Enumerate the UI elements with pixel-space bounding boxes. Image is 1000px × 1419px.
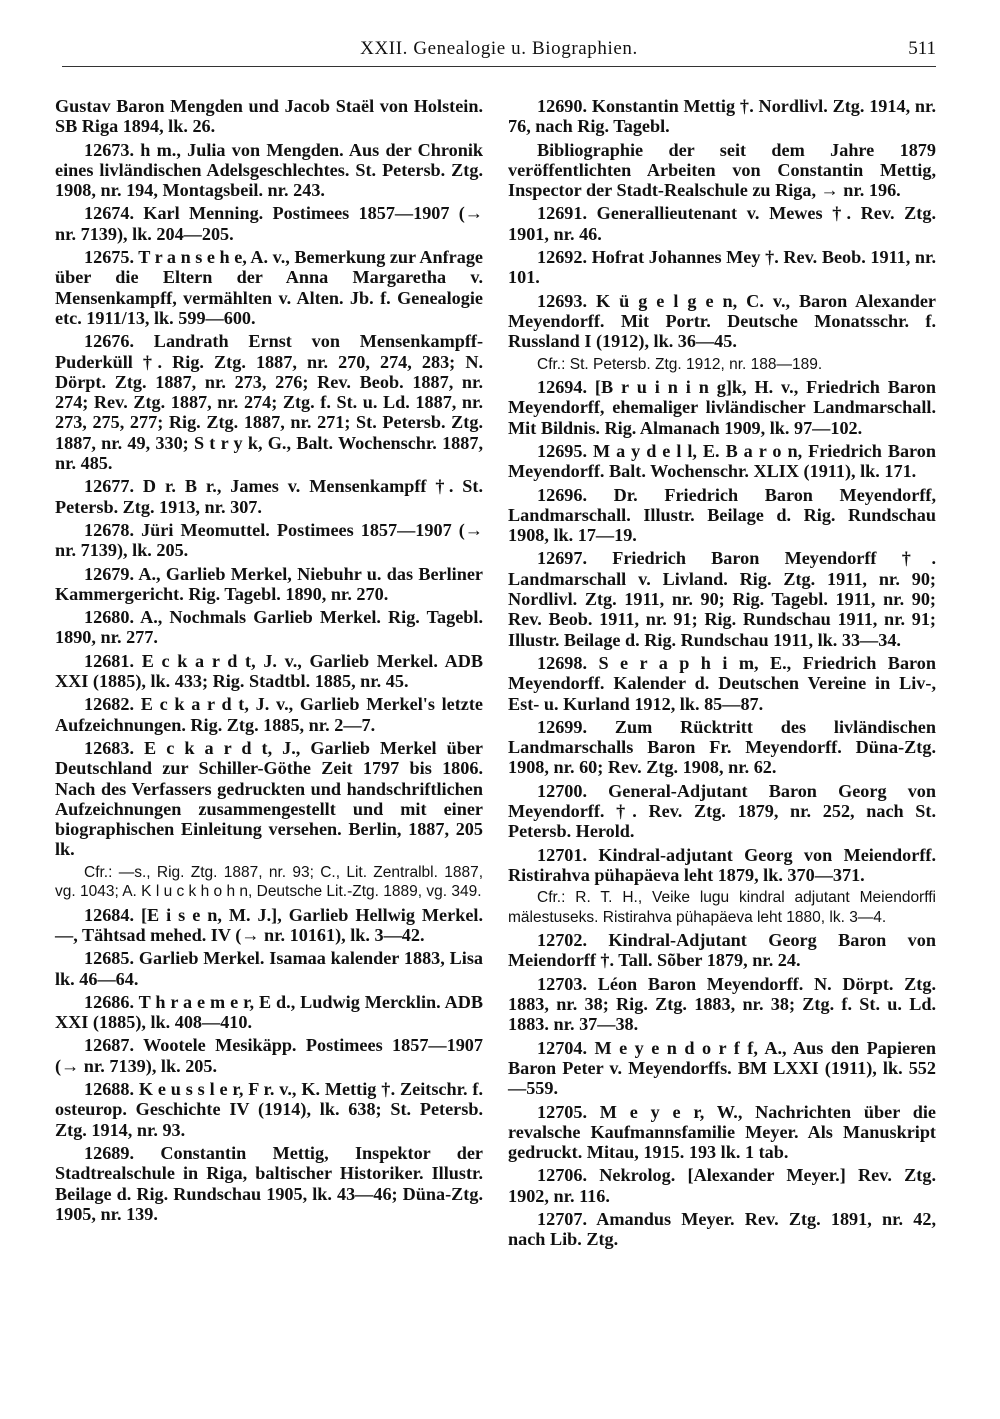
running-title: XXII. Genealogie u. Biographien. (360, 38, 638, 59)
bibliography-entry: 12674. Karl Menning. Postimees 1857—1907 (→ nr. 7139), lk. 204—205. (55, 203, 483, 244)
bibliography-entry: 12696. Dr. Friedrich Baron Meyendorff, Landmarschall. Illustr. Beilage d. Rig. Rundschau 1908, lk. 17—19. (508, 484, 936, 546)
bibliography-entry: 12677. D r. B r., James v. Mensenkampff †. St. Petersb. Ztg. 1913, nr. 307. (55, 476, 483, 517)
bibliography-entry: 12700. General-Adjutant Baron Georg von Meyendorff. †. Rev. Ztg. 1879, nr. 252, nach St. Petersb. Herold. (508, 780, 936, 842)
bibliography-entry: 12703. Léon Baron Meyendorff. N. Dörpt. Ztg. 1883, nr. 38; Rig. Ztg. 1883, nr. 38; Ztg. f. St. u. Ld. 1883. nr. 37—38. (508, 973, 936, 1035)
bibliography-entry: 12693. K ü g e l g e n, C. v., Baron Alexander Meyendorff. Mit Portr. Deutsche Monatsschr. f. Russland I (1912), lk. 36—45. (508, 290, 936, 352)
bibliography-entry: 12675. T r a n s e h e, A. v., Bemerkung zur Anfrage über die Eltern der Anna Margaretha v. Mensenkampff, vermählten v. Alten. Jb. f. Genealogie etc. 1911/13, lk. 599—600. (55, 247, 483, 328)
bibliography-entry: 12678. Jüri Meomuttel. Postimees 1857—1907 (→ nr. 7139), lk. 205. (55, 519, 483, 561)
bibliography-entry: 12681. E c k a r d t, J. v., Garlieb Merkel. ADB XXI (1885), lk. 433; Rig. Stadtbl. 1885, nr. 45. (55, 650, 483, 692)
bibliography-entry: 12705. M e y e r, W., Nachrichten über die revalsche Kaufmannsfamilie Meyer. Als Manuskript gedruckt. Mitau, 1915. 193 lk. 1 tab. (508, 1101, 936, 1163)
bibliography-entry: 12690. Konstantin Mettig †. Nordlivl. Ztg. 1914, nr. 76, nach Rig. Tagebl. (508, 96, 936, 137)
bibliography-entry: 12683. E c k a r d t, J., Garlieb Merkel über Deutschland zur Schiller-Göthe Zeit 1797 bis 1806. Nach des Verfassers gedruckten und handschriftlichen Aufzeichnungen zusammengestellt und mit einer biographischen Einleitung versehen. Berlin, 1887, 205 lk. (55, 737, 483, 860)
right-column (508, 96, 936, 1253)
bibliography-entry: 12697. Friedrich Baron Meyendorff †. Landmarschall v. Livland. Rig. Ztg. 1911, nr. 90; Nordlivl. Ztg. 1911, nr. 90; Rig. Tagebl. 1911, nr. 90; Rev. Beob. 1911, nr. 91; Rig. Rundschau 1911, nr. 91; Illustr. Beilage d. Rig. Rundschau 1911, lk. 33—34. (508, 548, 936, 650)
cfr-note: Cfr.: R. T. H., Veike lugu kindral adjutant Meiendorffi mälestuseks. Ristirahva pühapäeva leht 1880, lk. 3—4. (508, 889, 936, 926)
header-rule (62, 66, 936, 67)
bibliography-entry: 12680. A., Nochmals Garlieb Merkel. Rig. Tagebl. 1890, nr. 277. (55, 607, 483, 648)
cfr-note: Cfr.: St. Petersb. Ztg. 1912, nr. 188—189. (537, 355, 823, 373)
page-number: 511 (908, 38, 936, 59)
cfr-note: Cfr.: —s., Rig. Ztg. 1887, nr. 93; C., Lit. Zentralbl. 1887, vg. 1043; A. K l u c k h o h n, Deutsche Lit.-Ztg. 1889, vg. 349. (55, 863, 483, 901)
left-column (55, 96, 483, 1227)
bibliography-entry: 12707. Amandus Meyer. Rev. Ztg. 1891, nr. 42, nach Lib. Ztg. (508, 1209, 936, 1250)
bibliography-entry: 12685. Garlieb Merkel. Isamaa kalender 1883, Lisa lk. 46—64. (55, 948, 483, 989)
bibliography-entry: Bibliographie der seit dem Jahre 1879 veröffentlichten Arbeiten von Constantin Mettig, Inspector der Stadt-Realschule zu Riga, → nr. 196. (508, 139, 936, 201)
bibliography-entry: 12692. Hofrat Johannes Mey †. Rev. Beob. 1911, nr. 101. (508, 247, 936, 288)
bibliography-entry: 12687. Wootele Mesikäpp. Postimees 1857—1907 (→ nr. 7139), lk. 205. (55, 1035, 483, 1076)
bibliography-entry: 12688. K e u s s l e r, F r. v., K. Mettig †. Zeitschr. f. osteurop. Geschichte IV (1914), lk. 638; St. Petersb. Ztg. 1914, nr. 93. (55, 1079, 483, 1140)
bibliography-entry: 12701. Kindral-adjutant Georg von Meiendorff. Ristirahva pühapäeva leht 1879, lk. 370—371. (508, 844, 936, 885)
bibliography-entry: 12673. h m., Julia von Mengden. Aus der Chronik eines livländischen Adelsgeschlechtes. St. Petersb. Ztg. 1908, nr. 194, Montagsbeil. nr. 243. (55, 139, 483, 201)
bibliography-entry: 12694. [B r u i n i n g]k, H. v., Friedrich Baron Meyendorff, ehemaliger livländischer Landmarschall. Mit Bildnis. Rig. Almanach 1909, lk. 97—102. (508, 377, 936, 438)
bibliography-entry: Gustav Baron Mengden und Jacob Staël von Holstein. SB Riga 1894, lk. 26. (55, 96, 483, 137)
bibliography-entry: 12698. S e r a p h i m, E., Friedrich Baron Meyendorff. Kalender d. Deutschen Vereine in Liv-, Est- u. Kurland 1912, lk. 85—87. (508, 652, 936, 714)
page-header (62, 34, 936, 68)
bibliography-entry: 12684. [E i s e n, M. J.], Garlieb Hellwig Merkel. —, Tähtsad mehed. IV (→ nr. 10161), lk. 3—42. (55, 904, 483, 945)
bibliography-entry: 12691. Generallieutenant v. Mewes †. Rev. Ztg. 1901, nr. 46. (508, 203, 936, 244)
bibliography-entry: 12695. M a y d e l l, E. B a r o n, Friedrich Baron Meyendorff. Balt. Wochenschr. XLIX (1911), lk. 171. (508, 440, 936, 482)
bibliography-entry: 12689. Constantin Mettig, Inspektor der Stadtrealschule in Riga, baltischer Historiker. Illustr. Beilage d. Rig. Rundschau 1905, lk. 43—46; Düna-Ztg. 1905, nr. 139. (55, 1142, 483, 1224)
bibliography-entry: 12679. A., Garlieb Merkel, Niebuhr u. das Berliner Kammergericht. Rig. Tagebl. 1890, nr. 270. (55, 563, 483, 604)
bibliography-entry: 12686. T h r a e m e r, E d., Ludwig Mercklin. ADB XXI (1885), lk. 408—410. (55, 991, 483, 1033)
bibliography-entry: 12704. M e y e n d o r f f, A., Aus den Papieren Baron Peter v. Meyendorffs. BM LXXI (1911), lk. 552—559. (508, 1037, 936, 1099)
bibliography-entry: 12682. E c k a r d t, J. v., Garlieb Merkel's letzte Aufzeichnungen. Rig. Ztg. 1885, nr. 2—7. (55, 694, 483, 735)
bibliography-entry: 12699. Zum Rücktritt des livländischen Landmarschalls Baron Fr. Meyendorff. Düna-Ztg. 1908, nr. 60; Rev. Ztg. 1908, nr. 62. (508, 716, 936, 778)
bibliography-entry: 12706. Nekrolog. [Alexander Meyer.] Rev. Ztg. 1902, nr. 116. (508, 1165, 936, 1206)
bibliography-entry: 12702. Kindral-Adjutant Georg Baron von Meiendorff †. Tall. Sõber 1879, nr. 24. (508, 930, 936, 971)
bibliography-entry: 12676. Landrath Ernst von Mensenkampff-Puderküll †. Rig. Ztg. 1887, nr. 270, 274, 283; N. Dörpt. Ztg. 1887, nr. 273, 276; Rev. Beob. 1887, nr. 274; Rev. Ztg. 1887, nr. 274; Ztg. f. St. u. Ld. 1887, nr. 273, 275, 277; Rig. Ztg. 1887, nr. 271; St. Petersb. Ztg. 1887, nr. 49, 330; S t r y k, G., Balt. Wochenschr. 1887, nr. 485. (55, 331, 483, 474)
